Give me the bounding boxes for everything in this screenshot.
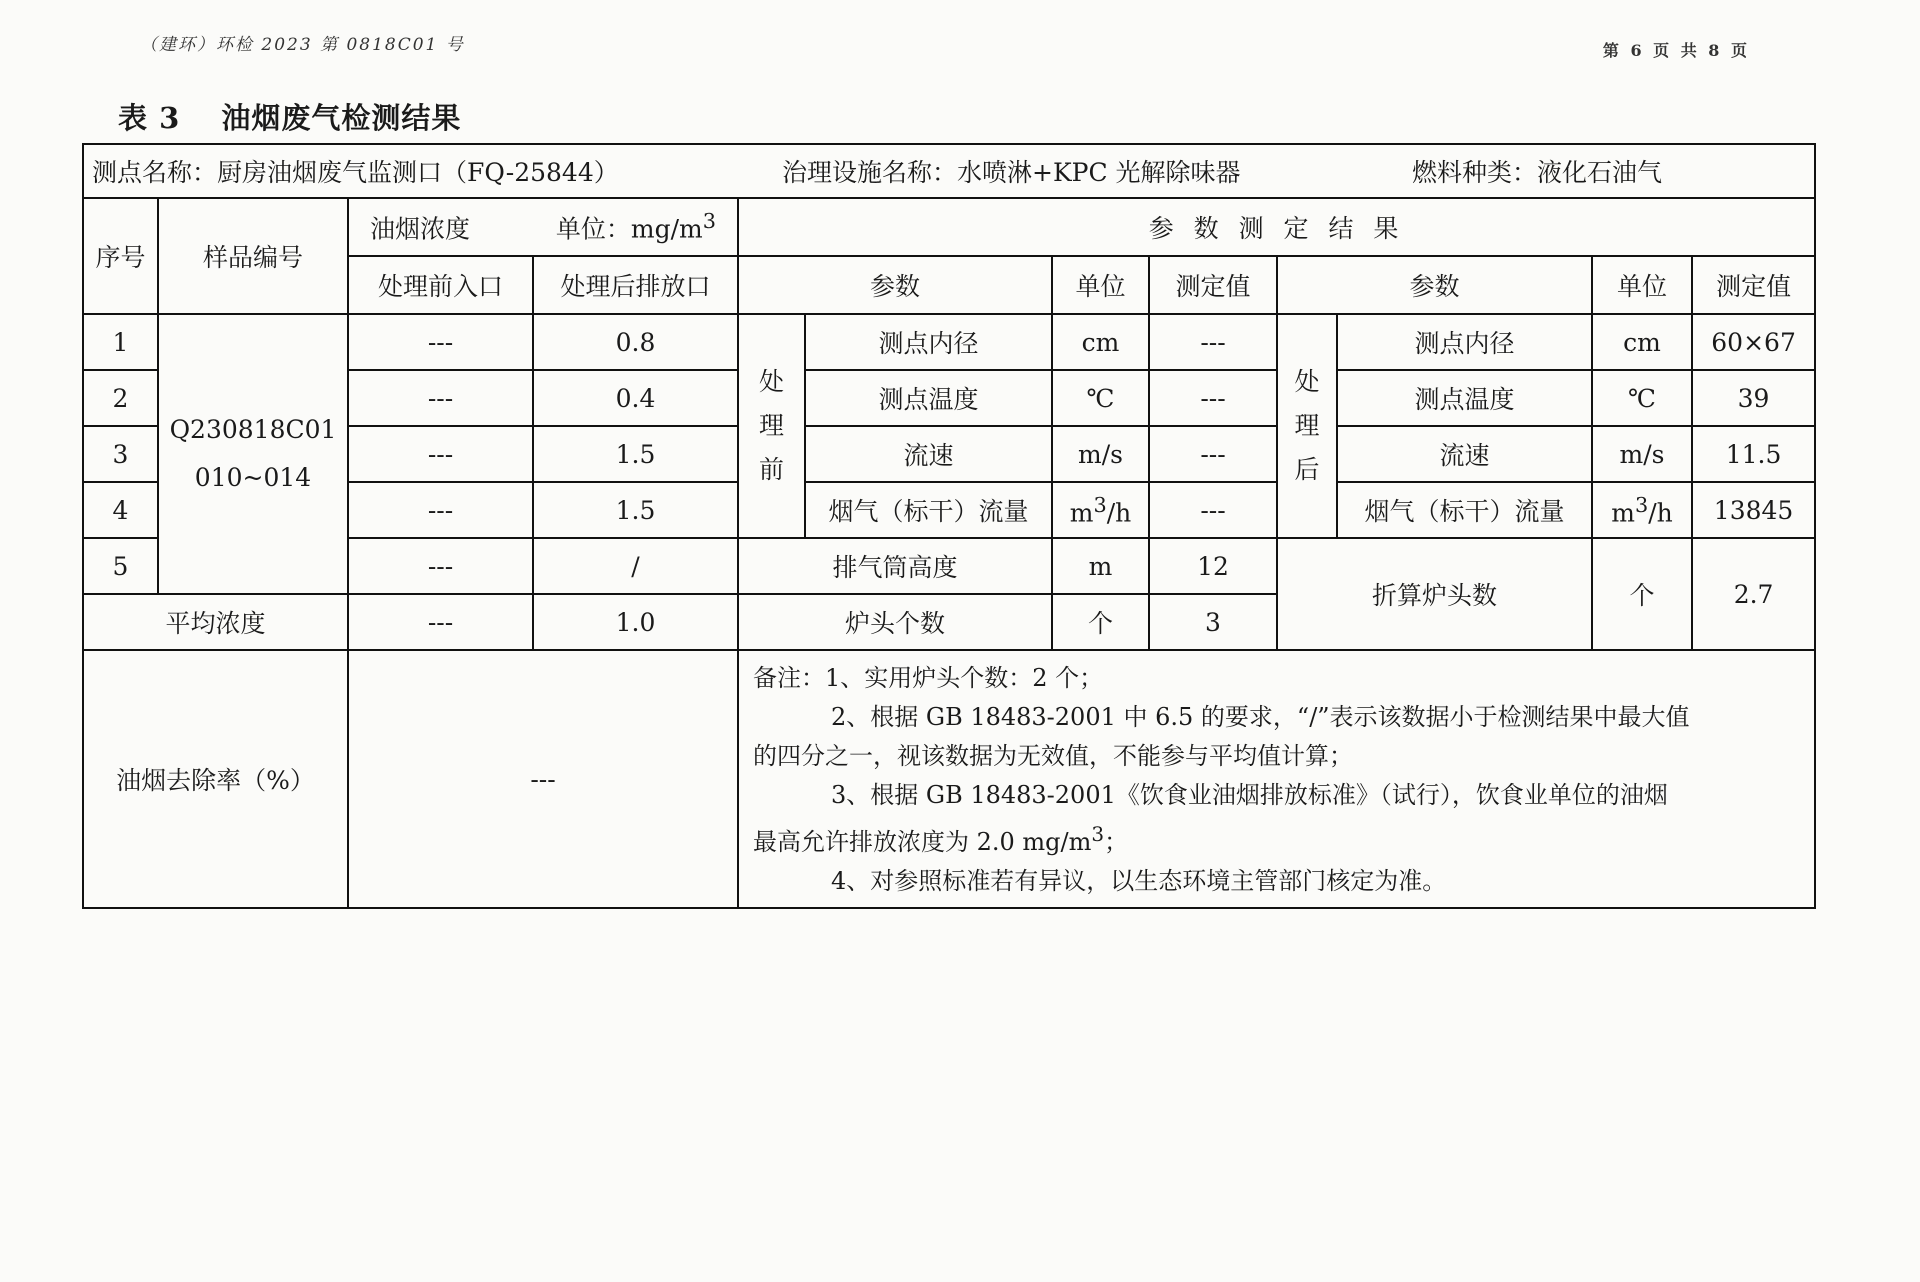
burners-unit: 个 (1052, 594, 1149, 650)
remark-2b: 的四分之一，视该数据为无效值，不能参与平均值计算； (753, 742, 1353, 770)
converted-burners-value: 2.7 (1692, 538, 1815, 650)
seq-cell: 3 (83, 426, 158, 482)
after-treatment-label: 处 理 后 (1277, 314, 1337, 538)
inlet-cell: --- (348, 538, 533, 594)
facility-name: 治理设施名称：水喷淋+KPC 光解除味器 (782, 158, 1241, 187)
results-table (82, 143, 1816, 909)
measured-header-before: 测定值 (1149, 256, 1277, 314)
before-param-name: 测点内径 (805, 314, 1052, 370)
after-param-value: 11.5 (1692, 426, 1815, 482)
outlet-cell: 0.4 (533, 370, 738, 426)
outlet-cell: 1.5 (533, 426, 738, 482)
sample-no-header: 样品编号 (158, 198, 348, 314)
seq-cell: 5 (83, 538, 158, 594)
param-header-before: 参数 (738, 256, 1052, 314)
table-title-text: 油烟废气检测结果 (221, 101, 462, 135)
sample-no-line1: Q230818C01 (169, 415, 337, 444)
table-title (118, 96, 461, 137)
after-param-name: 测点温度 (1337, 370, 1592, 426)
burners-label: 炉头个数 (738, 594, 1052, 650)
outlet-header: 处理后排放口 (533, 256, 738, 314)
unit-header-before: 单位 (1052, 256, 1149, 314)
burners-value: 3 (1149, 594, 1277, 650)
inlet-cell: --- (348, 426, 533, 482)
concentration-header (348, 198, 738, 256)
header-row-1 (83, 198, 1815, 256)
before-param-unit: m/s (1052, 426, 1149, 482)
removal-value: --- (348, 650, 738, 908)
removal-row (83, 650, 1815, 908)
before-param-value: --- (1149, 370, 1277, 426)
average-outlet: 1.0 (533, 594, 738, 650)
table-number: 表 3 (118, 101, 181, 135)
sample-no-line2: 010~014 (194, 463, 312, 492)
point-name: 测点名称：厨房油烟废气监测口（FQ-25844） (92, 158, 619, 187)
after-param-name: 测点内径 (1337, 314, 1592, 370)
inlet-cell: --- (348, 370, 533, 426)
info-cell (83, 144, 1815, 198)
before-param-unit: $m^3/h$ (1052, 482, 1149, 538)
params-result-header: 参 数 测 定 结 果 (738, 198, 1815, 256)
after-param-name: 烟气（标干）流量 (1337, 482, 1592, 538)
page-number: 第 6 页 共 8 页 (1602, 41, 1750, 60)
after-param-unit: cm (1592, 314, 1692, 370)
seq-cell: 4 (83, 482, 158, 538)
removal-label: 油烟去除率（%） (83, 650, 348, 908)
stack-height-label: 排气筒高度 (738, 538, 1052, 594)
before-param-name: 流速 (805, 426, 1052, 482)
remark-1: 备注：1、实用炉头个数：2 个； (753, 664, 1104, 692)
inlet-header: 处理前入口 (348, 256, 533, 314)
outlet-cell: / (533, 538, 738, 594)
report-number: （建环）环检 2023 第 0818C01 号 (140, 35, 465, 55)
stack-height-unit: m (1052, 538, 1149, 594)
stack-height-value: 12 (1149, 538, 1277, 594)
seq-cell: 2 (83, 370, 158, 426)
average-inlet: --- (348, 594, 533, 650)
remarks (738, 650, 1815, 908)
average-label: 平均浓度 (83, 594, 348, 650)
converted-burners-label: 折算炉头数 (1277, 538, 1592, 650)
concentration-unit: 单位：mg/m (555, 214, 703, 244)
seq-header: 序号 (83, 198, 158, 314)
concentration-label: 油烟浓度 (369, 214, 470, 244)
param-header-after: 参数 (1277, 256, 1592, 314)
after-param-unit: m/s (1592, 426, 1692, 482)
info-row (83, 144, 1815, 198)
remark-3b: 最高允许排放浓度为 2.0 $mg/m^3$； (753, 822, 1129, 856)
before-treatment-label: 处 理 前 (738, 314, 805, 538)
before-param-name: 烟气（标干）流量 (805, 482, 1052, 538)
before-param-unit: cm (1052, 314, 1149, 370)
outlet-cell: 1.5 (533, 482, 738, 538)
measured-header-after: 测定值 (1692, 256, 1815, 314)
before-param-value: --- (1149, 314, 1277, 370)
after-param-name: 流速 (1337, 426, 1592, 482)
after-param-value: 13845 (1692, 482, 1815, 538)
converted-burners-unit: 个 (1592, 538, 1692, 650)
after-param-value: 39 (1692, 370, 1815, 426)
sample-no-cell (158, 314, 348, 594)
before-param-name: 测点温度 (805, 370, 1052, 426)
fuel-type: 燃料种类：液化石油气 (1412, 158, 1663, 187)
unit-header-after: 单位 (1592, 256, 1692, 314)
before-param-value: --- (1149, 482, 1277, 538)
concentration-unit-sup: 3 (702, 208, 717, 233)
red-stamp-fragment (740, 1262, 1000, 1282)
remark-4: 4、对参照标准若有异议，以生态环境主管部门核定为准。 (831, 867, 1447, 895)
after-param-unit: ℃ (1592, 370, 1692, 426)
table-row (83, 314, 1815, 370)
outlet-cell: 0.8 (533, 314, 738, 370)
after-param-unit: $m^3/h$ (1592, 482, 1692, 538)
remark-2a: 2、根据 GB 18483-2001 中 6.5 的要求，“/”表示该数据小于检测结果中最大值 (831, 703, 1690, 731)
after-param-value: 60×67 (1692, 314, 1815, 370)
remark-3a: 3、根据 GB 18483-2001《饮食业油烟排放标准》（试行），饮食业单位的油烟 (831, 781, 1668, 809)
inlet-cell: --- (348, 482, 533, 538)
seq-cell: 1 (83, 314, 158, 370)
inlet-cell: --- (348, 314, 533, 370)
before-param-value: --- (1149, 426, 1277, 482)
before-param-unit: ℃ (1052, 370, 1149, 426)
